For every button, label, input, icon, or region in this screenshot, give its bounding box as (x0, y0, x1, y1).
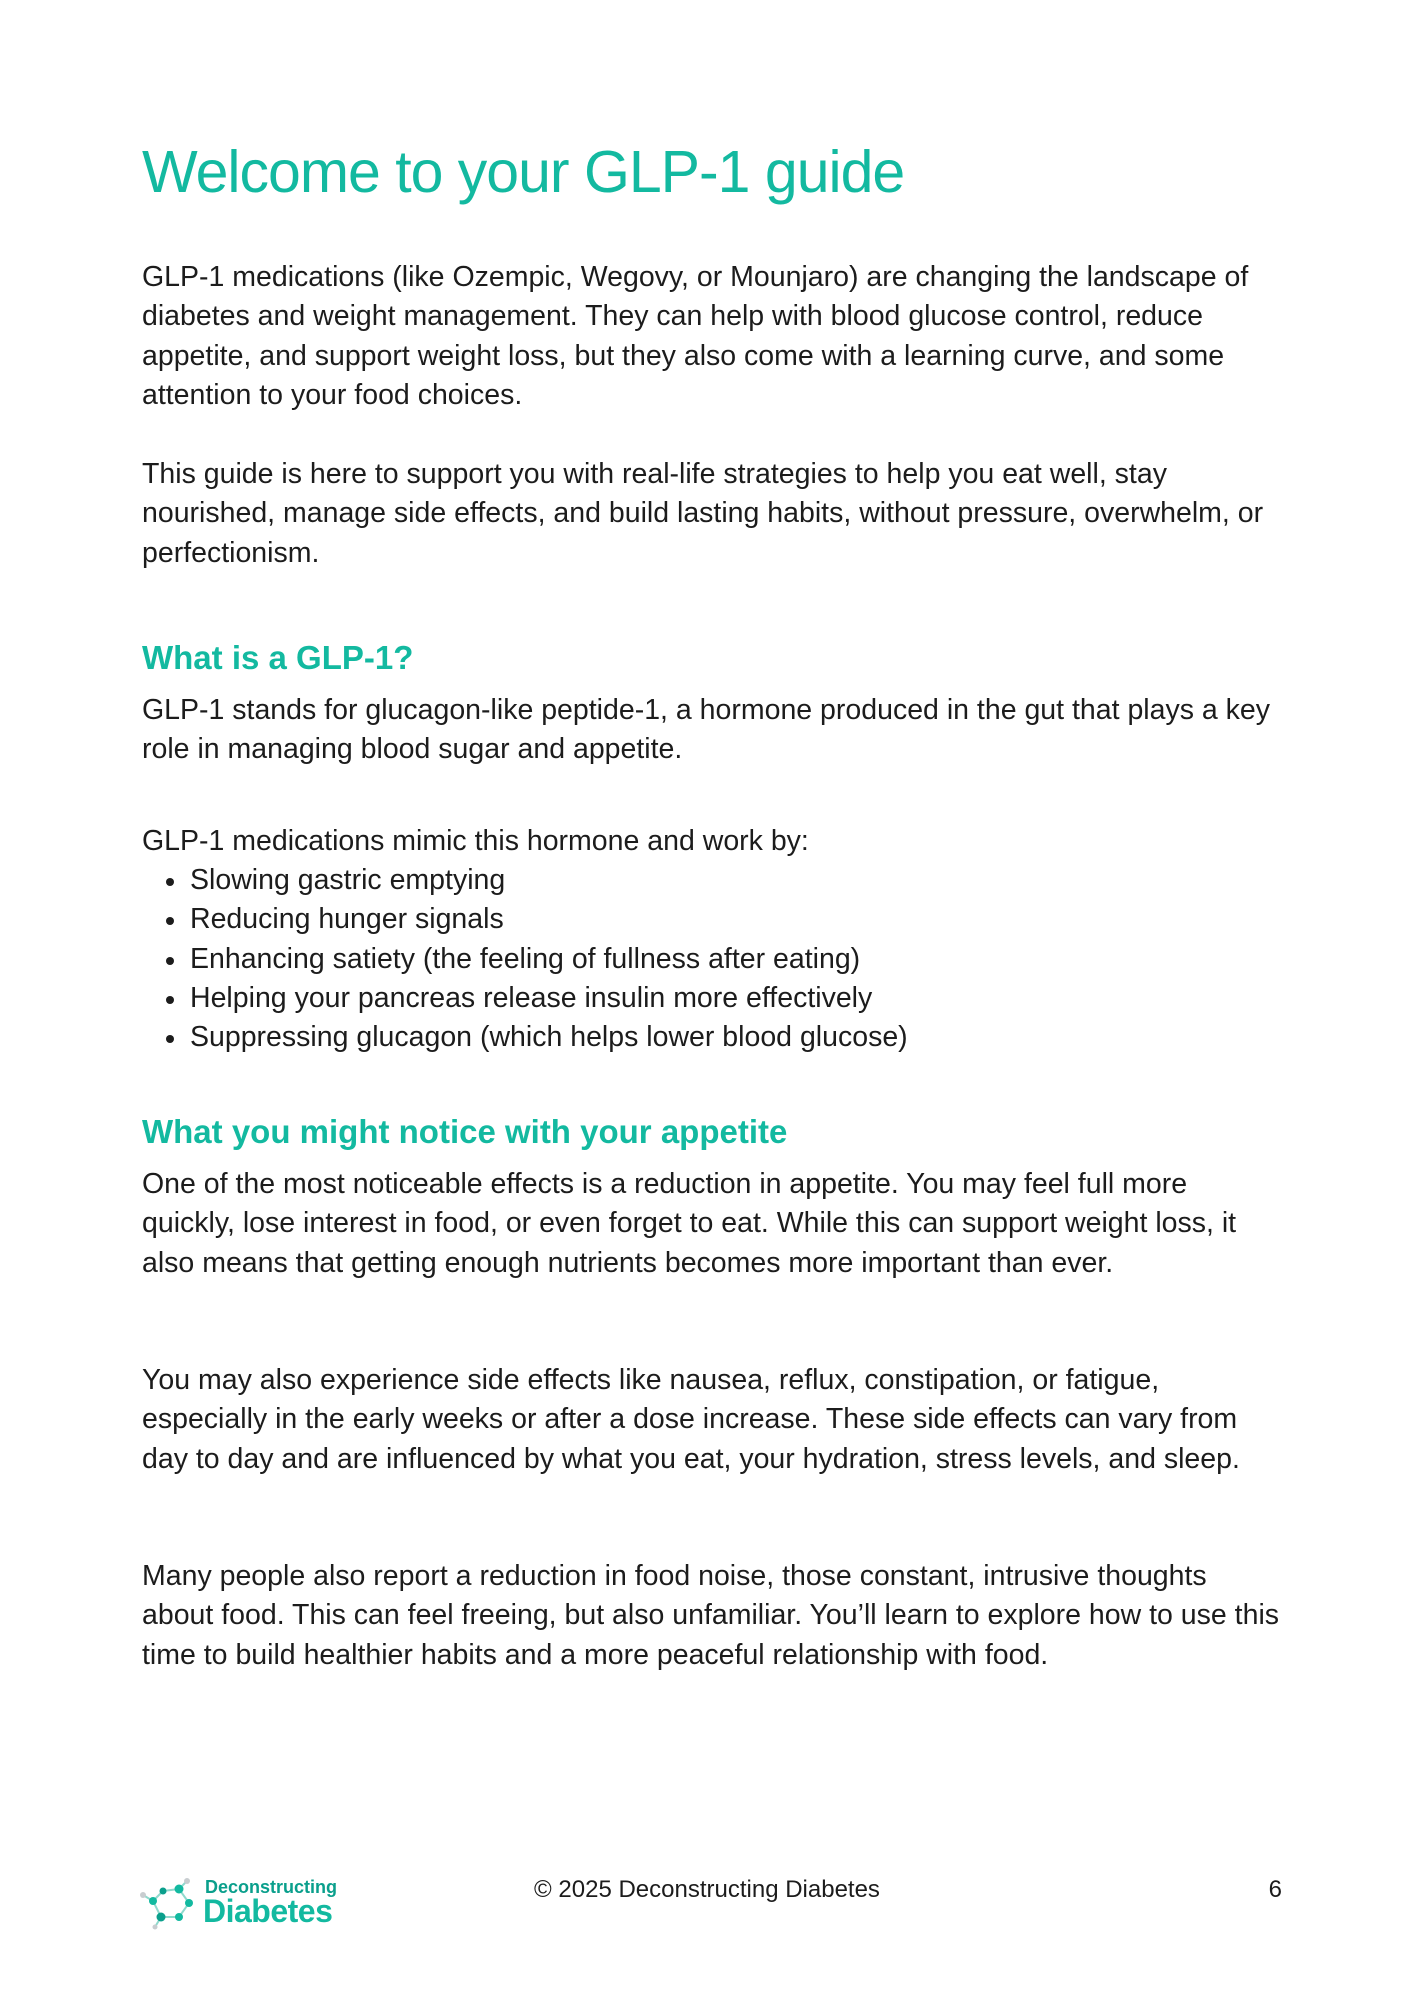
list-item: Enhancing satiety (the feeling of fullness after eating) (142, 940, 908, 979)
section-heading-appetite: What you might notice with your appetite (142, 1113, 788, 1150)
section1-paragraph-2: GLP-1 medications mimic this hormone and work by: (142, 825, 809, 857)
bullet-icon (166, 1035, 174, 1043)
section-heading-what-is-glp1: What is a GLP-1? (142, 639, 414, 676)
section2-paragraph-2: You may also experience side effects like nausea, reflux, constipation, or fatigue, especially in the early weeks or after a dose increase. These side effects can vary from day to day and are influenced by what you eat, your hydration, stress levels, and sleep. (142, 1364, 1240, 1475)
page-footer (0, 1865, 1414, 1935)
bullet-icon (166, 878, 174, 886)
bullet-icon (166, 996, 174, 1004)
logo-text-bottom: Diabetes (203, 1893, 333, 1929)
bullet-icon (166, 957, 174, 965)
list-item: Slowing gastric emptying (142, 861, 908, 900)
list-item: Reducing hunger signals (142, 900, 908, 939)
section2-paragraph-1: One of the most noticeable effects is a reduction in appetite. You may feel full more quickly, lose interest in food, or even forget to eat. While this can support weight loss, it also means that getting enough nutrients becomes more important than ever. (142, 1168, 1237, 1279)
logo-text-top: Deconstructing (205, 1877, 338, 1897)
list-item: Helping your pancreas release insulin more effectively (142, 979, 908, 1018)
intro-paragraph-1: GLP-1 medications (like Ozempic, Wegovy, or Mounjaro) are changing the landscape of diabetes and weight management. They can help with blood glucose control, reduce appetite, and support weight loss, but they also come with a learning curve, and some attention to your food choices. (142, 261, 1249, 411)
mechanism-list (142, 861, 908, 1057)
intro-paragraph-2: This guide is here to support you with real-life strategies to help you eat well, stay nourished, manage side effects, and build lasting habits, without pressure, overwhelm, or perfectionism. (142, 458, 1264, 569)
section1-paragraph-1: GLP-1 stands for glucagon-like peptide-1, a hormone produced in the gut that plays a key role in managing blood sugar and appetite. (142, 694, 1271, 766)
section2-paragraph-3: Many people also report a reduction in food noise, those constant, intrusive thoughts about food. This can feel freeing, but also unfamiliar. You’ll learn to explore how to use this time to build healthier habits and a more peaceful relationship with food. (142, 1560, 1280, 1671)
list-item: Suppressing glucagon (which helps lower blood glucose) (142, 1018, 908, 1057)
bullet-icon (166, 917, 174, 925)
page-number: 6 (1268, 1876, 1282, 1903)
page-title: Welcome to your GLP-1 guide (142, 139, 905, 205)
copyright-notice: © 2025 Deconstructing Diabetes (534, 1876, 880, 1903)
